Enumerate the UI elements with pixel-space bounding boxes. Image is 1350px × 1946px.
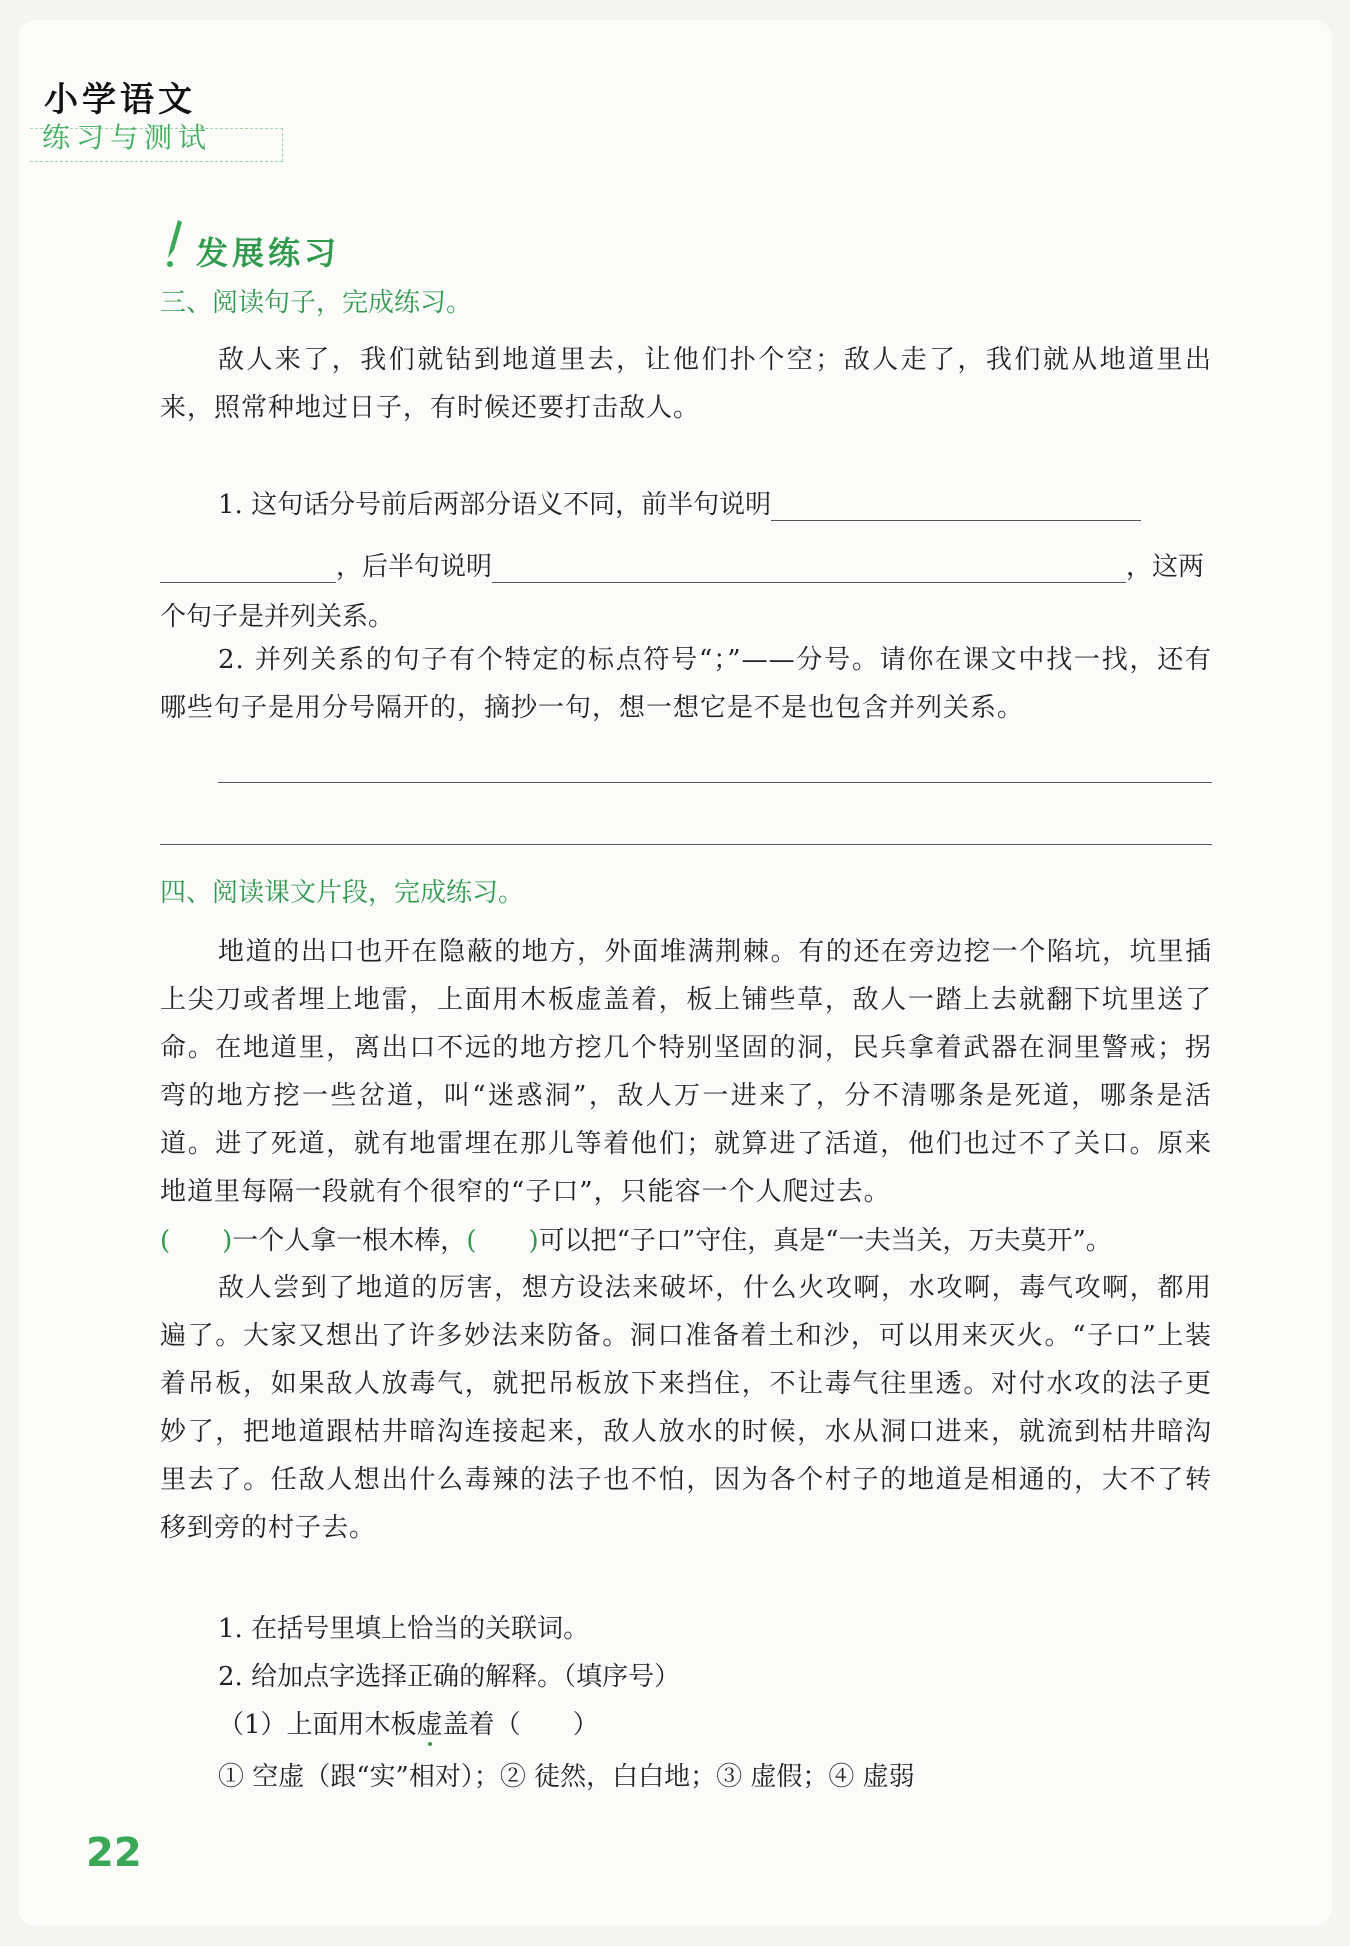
q4-options: ① 空虚（跟“实”相对）；② 徒然，白白地；③ 虚假；④ 虚弱 xyxy=(218,1762,915,1792)
question-3-heading: 三、阅读句子，完成练习。 xyxy=(160,288,473,318)
q3-item1-line3: 个句子是并列关系。 xyxy=(160,602,395,632)
q3-item2: 2. 并列关系的句子有个特定的标点符号“；”——分号。请你在课文中找一找，还有哪些句子是用分号隔开的，摘抄一句，想一想它是不是也包含并列关系。 xyxy=(160,645,1212,723)
q4-para1-tail: 可以把“子口”守住，真是“一夫当关，万夫莫开”。 xyxy=(538,1226,1112,1256)
q3-item1-line2 xyxy=(160,546,1204,583)
q4-task1: 1. 在括号里填上恰当的关联词。 xyxy=(218,1614,590,1644)
q3-item1-line1 xyxy=(218,484,1141,521)
q3-item1-text: 1. 这句话分号前后两部分语义不同，前半句说明 xyxy=(218,490,772,520)
answer-blank-1[interactable] xyxy=(771,490,1141,521)
q4-sub1-pre: （1）上面用木板 xyxy=(218,1710,417,1740)
dotted-char: 虚 xyxy=(416,1710,443,1740)
question-4-heading: 四、阅读课文片段，完成练习。 xyxy=(160,878,525,908)
q4-sub1-post[interactable]: 盖着（ ） xyxy=(442,1710,599,1740)
header-subtitle: 练习与测试 xyxy=(42,121,213,154)
q4-sub1 xyxy=(218,1704,599,1741)
q4-passage-para1-end xyxy=(160,1220,1112,1257)
question-3-passage: 敌人来了，我们就钻到地道里去，让他们扑个空；敌人走了，我们就从地道里出来，照常种地过日子，有时候还要打击敌人。 xyxy=(160,345,1212,423)
section-title: 发展练习 xyxy=(196,234,341,272)
q4-passage-para2: 敌人尝到了地道的厉害，想方设法来破坏，什么火攻啊，水攻啊，毒气攻啊，都用遍了。大家又想出了许多妙法来防备。洞口准备着土和沙，可以用来灭火。“子口”上装着吊板，如果敌人放毒气，就把吊板放下来挡住，不让毒气往里透。对付水攻的法子更妙了，把地道跟枯井暗沟连接起来，敌人放水的时候，水从洞口进来，就流到枯井暗沟里去了。任敌人想出什么毒辣的法子也不怕，因为各个村子的地道是相通的，大不了转移到旁的村子去。 xyxy=(160,1273,1212,1543)
q4-task2: 2. 给加点字选择正确的解释。（填序号） xyxy=(218,1662,681,1692)
answer-blank-3[interactable] xyxy=(492,552,1126,583)
pencil-icon xyxy=(164,218,184,270)
page-number: 22 xyxy=(86,1830,142,1876)
header-subject: 小学语文 xyxy=(44,80,196,120)
q4-para1-mid: 一个人拿一根木棒， xyxy=(232,1226,467,1256)
answer-blank-2[interactable] xyxy=(160,552,336,583)
answer-line-1[interactable] xyxy=(218,782,1212,783)
q3-item1-second-half: ，后半句说明 xyxy=(336,552,493,582)
answer-line-2[interactable] xyxy=(160,844,1212,845)
fill-paren-1[interactable]: ( ) xyxy=(160,1226,233,1256)
q3-item1-tail: ，这两 xyxy=(1126,552,1205,582)
q4-passage-para1: 地道的出口也开在隐蔽的地方，外面堆满荆棘。有的还在旁边挖一个陷坑，坑里插上尖刀或者埋上地雷，上面用木板虚盖着，板上铺些草，敌人一踏上去就翻下坑里送了命。在地道里，离出口不远的地方挖几个特别坚固的洞，民兵拿着武器在洞里警戒；拐弯的地方挖一些岔道，叫“迷惑洞”，敌人万一进来了，分不清哪条是死道，哪条是活道。进了死道，就有地雷埋在那儿等着他们；就算进了活道，他们也过不了关口。原来地道里每隔一段就有个很窄的“子口”，只能容一个人爬过去。 xyxy=(160,937,1212,1207)
fill-paren-2[interactable]: ( ) xyxy=(466,1226,539,1256)
